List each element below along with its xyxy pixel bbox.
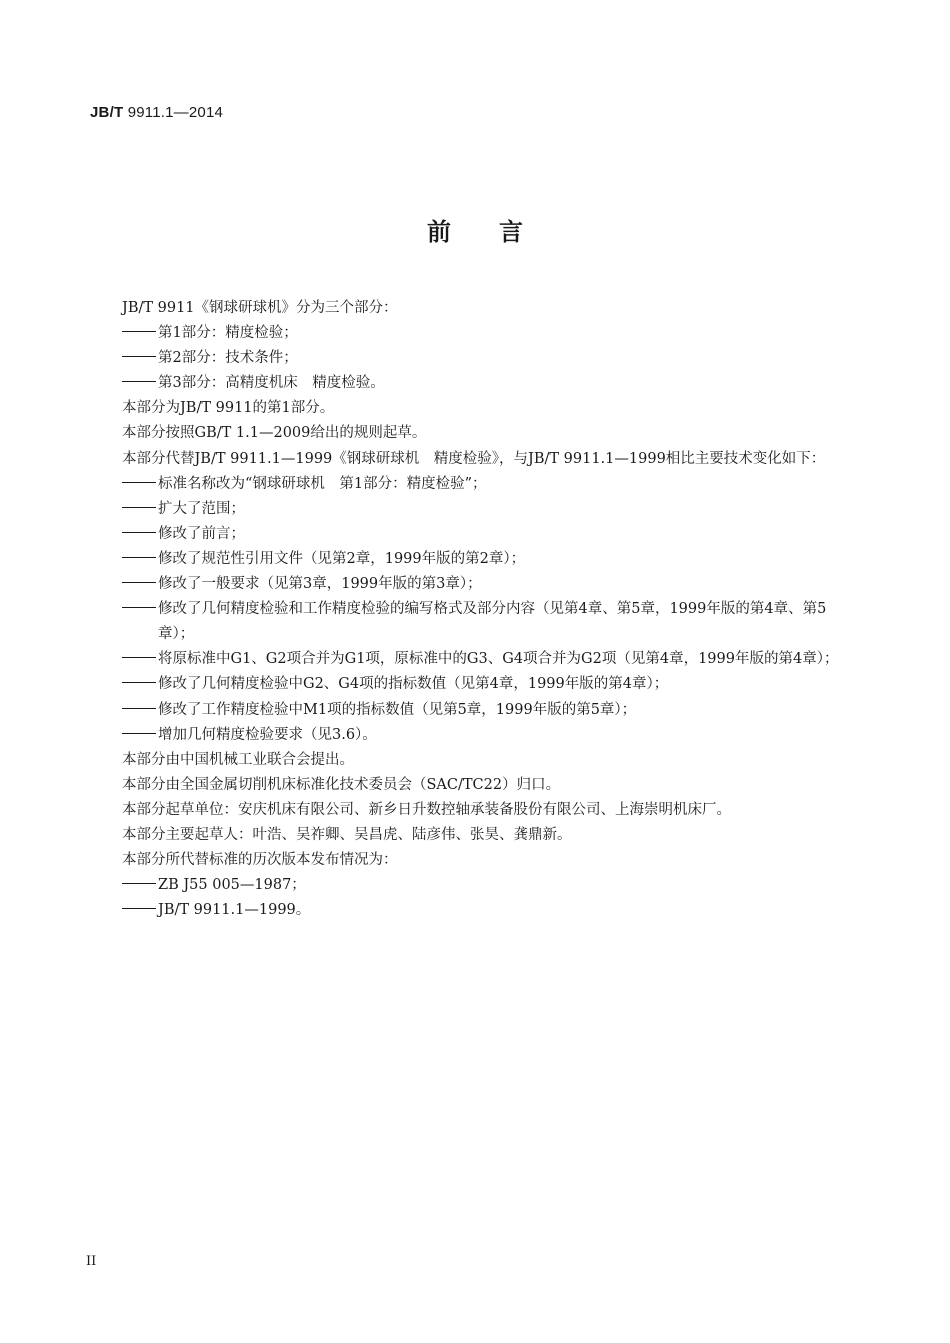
list-item xyxy=(122,522,840,547)
paragraph-committee: 本部分由全国金属切削机床标准化技术委员会（SAC/TC22）归口。 xyxy=(122,776,561,793)
list-item xyxy=(122,898,840,923)
paragraph-drafters: 本部分主要起草人：叶浩、吴祚卿、吴昌虎、陆彦伟、张昊、龚鼎新。 xyxy=(122,826,572,843)
intro-paragraph: JB/T 9911《钢球研球机》分为三个部分： xyxy=(122,300,398,316)
list-item xyxy=(122,597,840,647)
list-item xyxy=(122,698,840,723)
standard-code-header xyxy=(90,104,223,121)
dash-bullet xyxy=(122,698,158,723)
dash-bullet xyxy=(122,723,158,748)
page-title xyxy=(0,212,950,247)
title-char-1: 前 xyxy=(427,218,451,246)
change-6-text: 修改了几何精度检验和工作精度检验的编写格式及部分内容（见第4章、第5章，1999年版的第4章、第5章）； xyxy=(158,601,827,643)
list-item xyxy=(122,647,840,672)
paragraph-replacement: 本部分代替JB/T 9911.1—1999《钢球研球机 精度检验》，与JB/T 9911.1—1999相比主要技术变化如下： xyxy=(122,450,826,467)
dash-bullet xyxy=(122,672,158,697)
dash-bullet xyxy=(122,647,158,672)
dash-bullet xyxy=(122,371,158,396)
page-number: II xyxy=(86,1254,97,1269)
change-9-text: 修改了工作精度检验中M1项的指标数值（见第5章，1999年版的第5章）； xyxy=(158,701,637,718)
change-4-text: 修改了规范性引用文件（见第2章，1999年版的第2章）； xyxy=(158,550,526,567)
part-2-text: 第2部分：技术条件； xyxy=(158,350,298,367)
list-item xyxy=(122,672,840,697)
dash-bullet xyxy=(122,597,158,622)
list-item xyxy=(122,572,840,597)
standard-code-number: 9911.1—2014 xyxy=(127,104,224,121)
list-item xyxy=(122,321,840,346)
dash-bullet xyxy=(122,898,158,923)
paragraph-proposer: 本部分由中国机械工业联合会提出。 xyxy=(122,751,354,768)
dash-bullet xyxy=(122,321,158,346)
dash-bullet xyxy=(122,572,158,597)
dash-bullet xyxy=(122,547,158,572)
list-item xyxy=(122,723,840,748)
change-3-text: 修改了前言； xyxy=(158,525,245,542)
standard-code-prefix: JB/T xyxy=(90,104,124,121)
part-3-text: 第3部分：高精度机床 精度检验。 xyxy=(158,375,385,392)
dash-bullet xyxy=(122,346,158,371)
list-item xyxy=(122,873,840,898)
list-item xyxy=(122,371,840,396)
paragraph-drafting-rules: 本部分按照GB/T 1.1—2009给出的规则起草。 xyxy=(122,425,427,442)
list-item xyxy=(122,497,840,522)
foreword-body xyxy=(90,296,840,923)
paragraph-scope: 本部分为JB/T 9911的第1部分。 xyxy=(122,400,335,417)
change-8-text: 修改了几何精度检验中G2、G4项的指标数值（见第4章，1999年版的第4章）； xyxy=(158,676,669,693)
history-1-text: ZB J55 005—1987； xyxy=(158,877,306,894)
dash-bullet xyxy=(122,497,158,522)
change-10-text: 增加几何精度检验要求（见3.6）。 xyxy=(158,726,377,743)
list-item xyxy=(122,346,840,371)
list-item xyxy=(122,547,840,572)
dash-bullet xyxy=(122,472,158,497)
paragraph-drafting-units: 本部分起草单位：安庆机床有限公司、新乡日升数控轴承装备股份有限公司、上海崇明机床厂。 xyxy=(122,801,731,818)
change-7-text: 将原标准中G1、G2项合并为G1项，原标准中的G3、G4项合并为G2项（见第4章，1999年版的第4章）； xyxy=(158,651,839,668)
history-2-text: JB/T 9911.1—1999。 xyxy=(158,902,311,919)
change-5-text: 修改了一般要求（见第3章，1999年版的第3章）； xyxy=(158,576,482,593)
list-item xyxy=(122,472,840,497)
paragraph-history-intro: 本部分所代替标准的历次版本发布情况为： xyxy=(122,852,398,869)
change-1-text: 标准名称改为“钢球研球机 第1部分：精度检验”； xyxy=(158,475,487,492)
dash-bullet xyxy=(122,522,158,547)
change-2-text: 扩大了范围； xyxy=(158,500,245,517)
part-1-text: 第1部分：精度检验； xyxy=(158,325,298,342)
dash-bullet xyxy=(122,873,158,898)
title-char-2: 言 xyxy=(499,218,523,246)
